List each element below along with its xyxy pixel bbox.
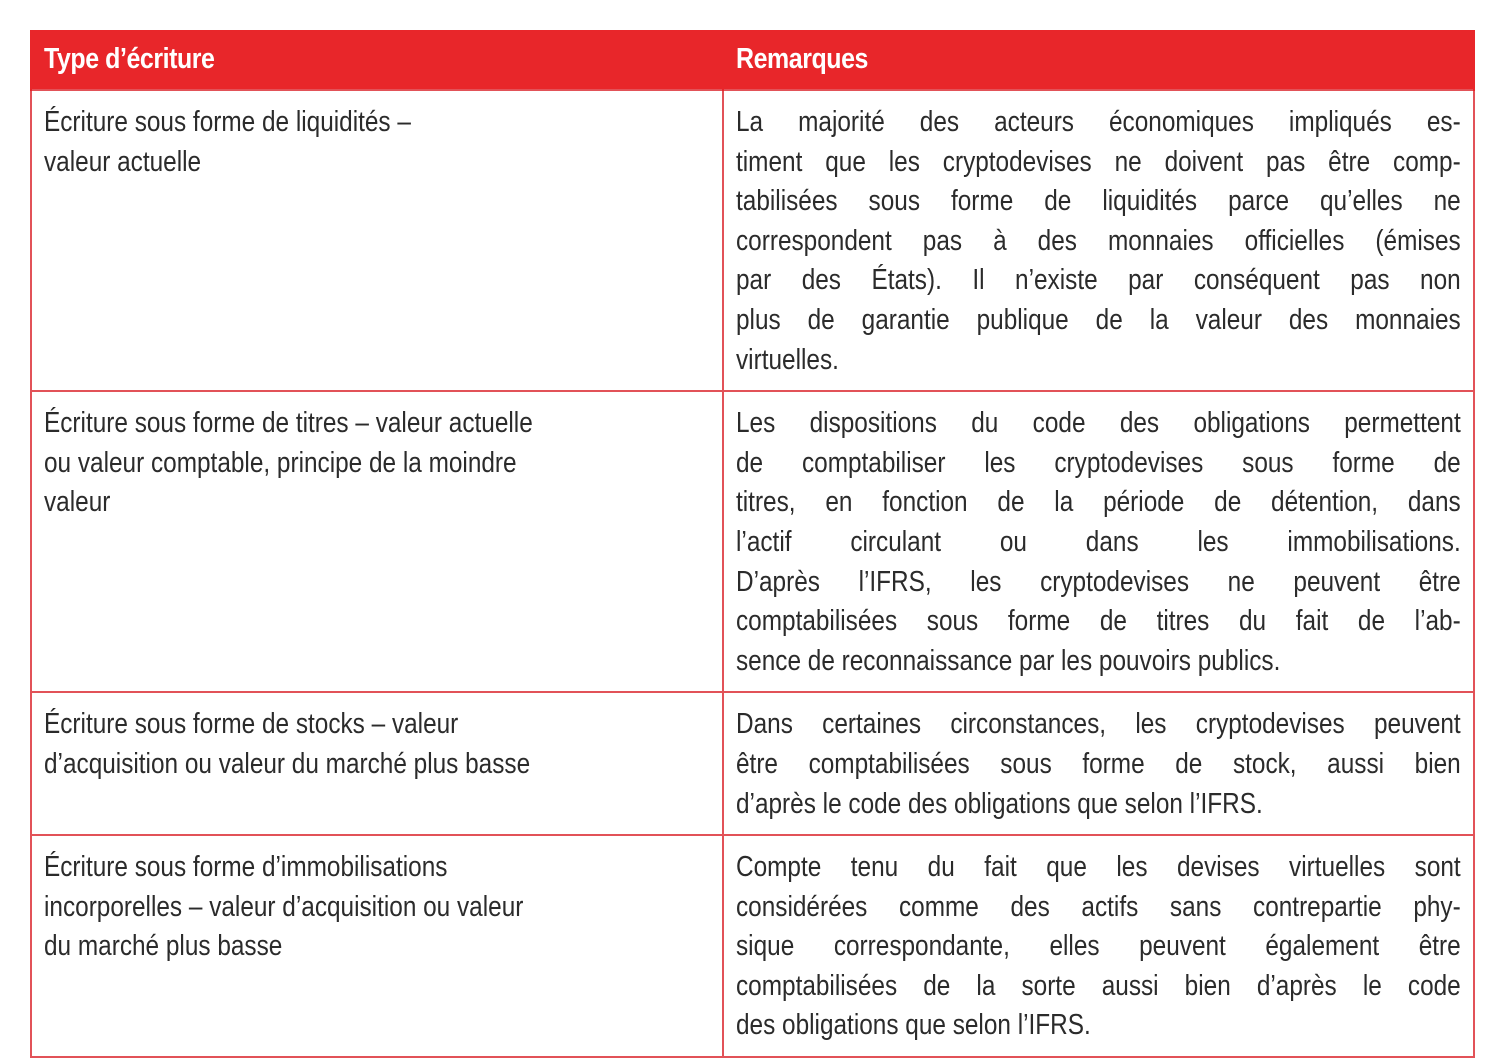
entry-type-line: Écriture sous forme de titres – valeur actuelle — [44, 407, 533, 440]
column-header-type — [31, 30, 723, 90]
remark-line: comptabilisées sous forme de titres du fait de l’ab- — [736, 605, 1461, 638]
remark-line: être comptabilisées sous forme de stock, aussi bien — [736, 747, 1461, 780]
remark-line: considérées comme des actifs sans contrepartie phy- — [736, 890, 1461, 923]
remark-line: par des États). Il n’existe par conséquent pas non — [736, 264, 1461, 297]
column-header-remarks-label: Remarques — [736, 43, 868, 75]
remark-cell — [723, 692, 1474, 835]
remark-line: Dans certaines circonstances, les cryptodevises peuvent — [736, 708, 1461, 741]
entry-type-line: incorporelles – valeur d’acquisition ou valeur — [44, 890, 524, 923]
entry-type-cell — [31, 692, 723, 835]
entry-type-line: Écriture sous forme d’immobilisations — [44, 851, 448, 884]
column-header-type-label: Type d’écriture — [44, 43, 215, 75]
entry-type-line: d’acquisition ou valeur du marché plus basse — [44, 747, 531, 780]
remark-line: titres, en fonction de la période de détention, dans — [736, 486, 1461, 519]
remark-line: tabilisées sous forme de liquidités parce qu’elles ne — [736, 185, 1461, 218]
remark-line: sique correspondante, elles peuvent également être — [736, 930, 1461, 963]
remark-line: La majorité des acteurs économiques impliqués es- — [736, 106, 1461, 138]
remark-line: timent que les cryptodevises ne doivent pas être comp- — [736, 145, 1461, 178]
table-header-row — [31, 30, 1474, 90]
entry-type-cell — [31, 391, 723, 692]
remark-line: D’après l’IFRS, les cryptodevises ne peuvent être — [736, 565, 1461, 598]
table-row — [31, 692, 1474, 835]
remark-cell — [723, 835, 1474, 1057]
remark-line: plus de garantie publique de la valeur des monnaies — [736, 303, 1461, 336]
entry-type-cell — [31, 90, 723, 391]
entry-type-line: Écriture sous forme de liquidités – — [44, 106, 411, 138]
remark-line: des obligations que selon l’IFRS. — [736, 1009, 1091, 1042]
remark-cell — [723, 90, 1474, 391]
remark-line: d’après le code des obligations que selon l’IFRS. — [736, 787, 1263, 820]
table-row — [31, 391, 1474, 692]
entry-type-line: du marché plus basse — [44, 930, 283, 963]
column-header-remarks — [723, 30, 1474, 90]
remark-line: sence de reconnaissance par les pouvoirs publics. — [736, 644, 1281, 677]
remark-line: l’actif circulant ou dans les immobilisations. — [736, 525, 1461, 558]
remark-line: comptabilisées de la sorte aussi bien d’après le code — [736, 969, 1461, 1002]
entry-type-line: valeur actuelle — [44, 145, 202, 178]
table-row — [31, 90, 1474, 391]
remark-line: de comptabiliser les cryptodevises sous forme de — [736, 446, 1461, 479]
entry-type-cell — [31, 835, 723, 1057]
remark-line: correspondent pas à des monnaies officielles (émises — [736, 224, 1461, 257]
table-row — [31, 835, 1474, 1057]
entry-type-line: Écriture sous forme de stocks – valeur — [44, 708, 459, 741]
remark-cell — [723, 391, 1474, 692]
remark-line: Compte tenu du fait que les devises virtuelles sont — [736, 851, 1461, 884]
remark-line: Les dispositions du code des obligations permettent — [736, 407, 1461, 440]
accounting-entries-table — [30, 30, 1475, 1058]
entry-type-line: ou valeur comptable, principe de la moindre — [44, 446, 517, 479]
remark-line: virtuelles. — [736, 343, 839, 376]
entry-type-line: valeur — [44, 486, 111, 519]
